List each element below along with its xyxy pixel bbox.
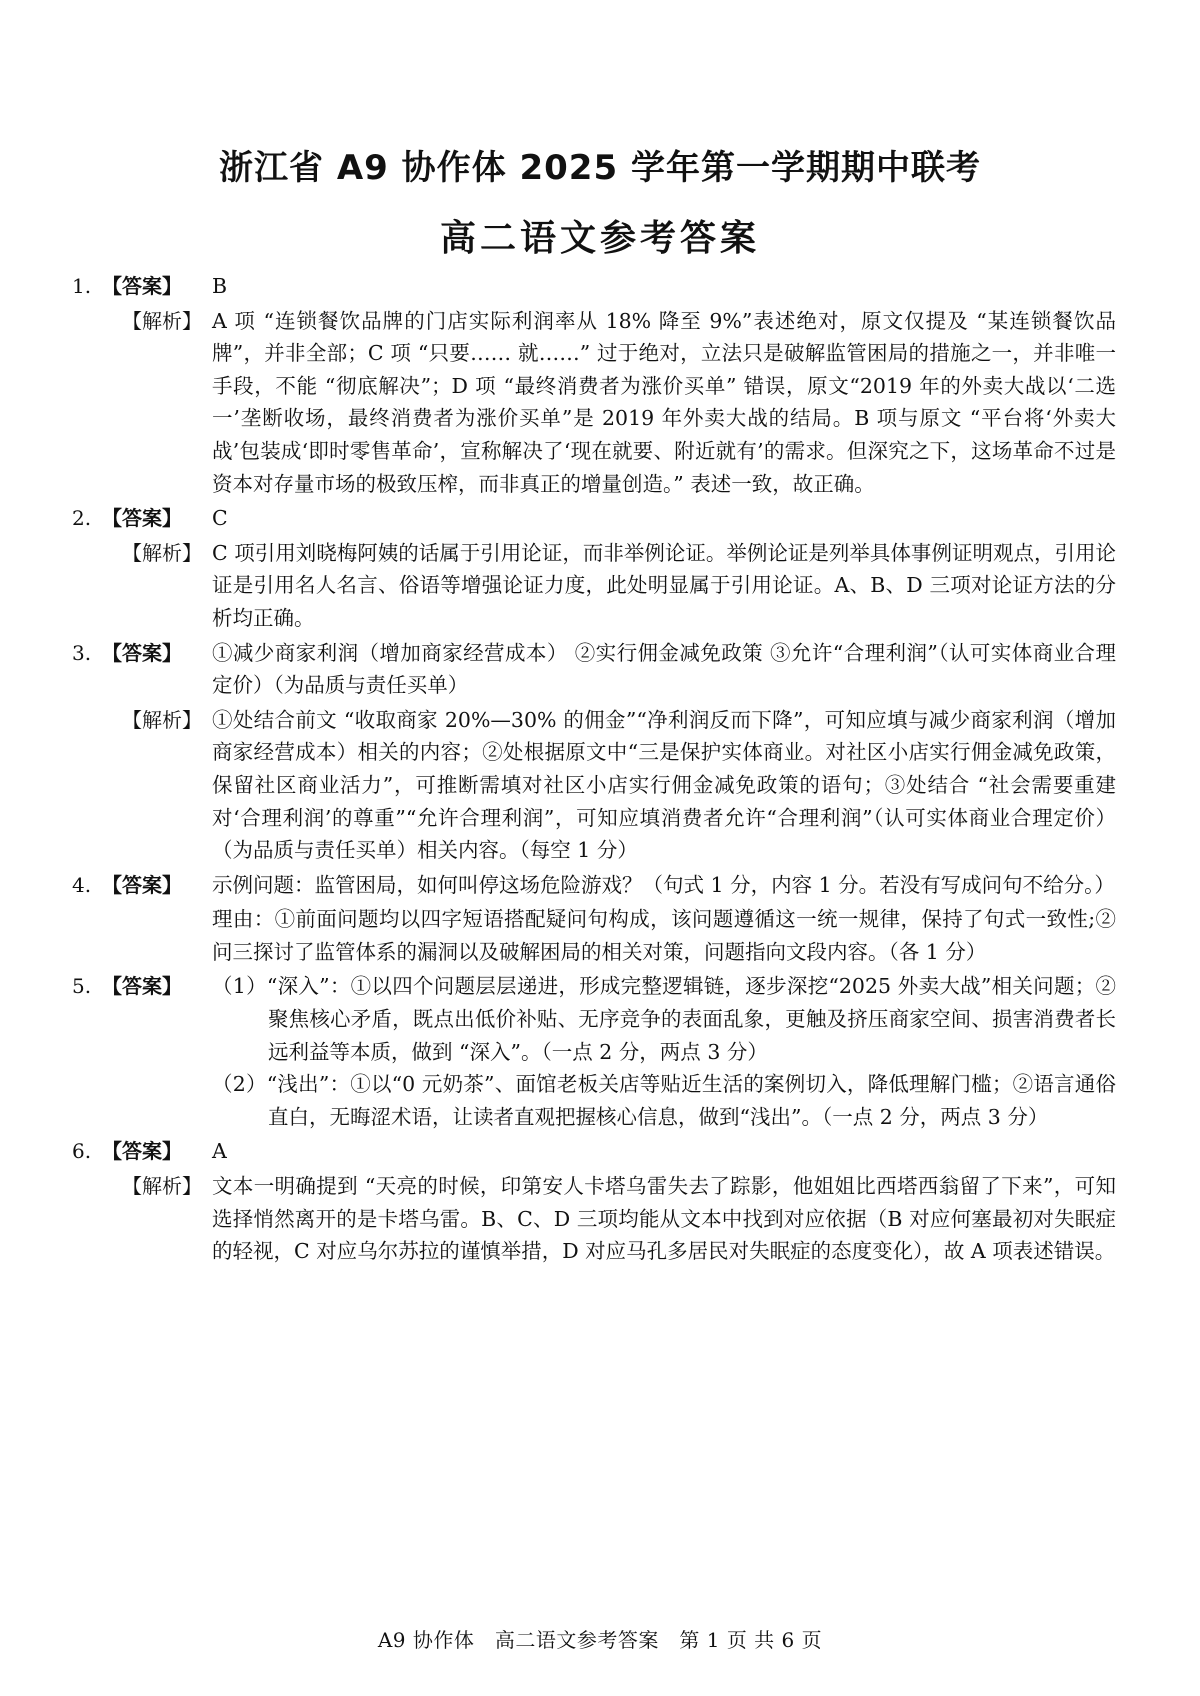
analysis-tag: 【解析】 [122, 1174, 202, 1199]
document-subtitle: 高二语文参考答案 [439, 218, 760, 259]
answer-tag: 【答案】 [102, 274, 182, 298]
exam-title: 浙江省 A9 协作体 2025 学年第一学期期中联考 [219, 148, 981, 188]
answer-part-2: （2）“浅出”：①以“0 元奶茶”、面馆老板关店等贴近生活的案例切入，降低理解门槛；②语言通俗直白，无晦涩术语，让读者直观把握核心信息，做到“浅出”。（一点 2 分，两点 3 分） [212, 1072, 1116, 1129]
answer-text: 示例问题：监管困局，如何叫停这场危险游戏？（句式 1 分，内容 1 分。若没有写成问句不给分。） [212, 872, 1115, 897]
answer-tag: 【答案】 [102, 506, 182, 531]
answer-tag: 【答案】 [102, 872, 182, 897]
question-item-2 [0, 502, 1200, 634]
answer-text: B [212, 274, 228, 298]
answer-list [0, 270, 1200, 1270]
question-item-3 [0, 637, 1200, 867]
question-number: 6. [72, 1139, 92, 1164]
question-item-5 [0, 970, 1200, 1133]
question-item-4 [0, 869, 1200, 969]
question-item-1 [0, 270, 1200, 500]
question-number: 3. [72, 640, 92, 665]
analysis-text: A 项 “连锁餐饮品牌的门店实际利润率从 18% 降至 9%”表述绝对，原文仅提及 “某连锁餐饮品牌”，并非全部；C 项 “只要…… 就……” 过于绝对，立法只是破解监管困局的措施之一，并非唯一手段，不能 “彻底解决”；D 项 “最终消费者为涨价买单” 错误，原文“2019 年的外卖大战以‘二选一’垄断收场，最终消费者为涨价买单”是 2019 年外卖大战的结局。B 项与原文 “平台将‘外卖大战’包装成‘即时零售革命’，宣称解决了‘现在就要、附近就有’的需求。但深究之下，这场革命不过是资本对存量市场的极致压榨，而非真正的增量创造。” 表述一致，故正确。 [212, 308, 1116, 496]
analysis-text: C 项引用刘晓梅阿姨的话属于引用论证，而非举例论证。举例论证是列举具体事例证明观点，引用论证是引用名人名言、俗语等增强论证力度，此处明显属于引用论证。A、B、D 三项对论证方法的分析均正确。 [212, 540, 1116, 630]
analysis-text: 文本一明确提到 “天亮的时候，印第安人卡塔乌雷失去了踪影，他姐姐比西塔西翁留了下来”，可知选择悄然离开的是卡塔乌雷。B、C、D 三项均能从文本中找到对应依据（B 对应何塞最初对失眠症的轻视，C 对应乌尔苏拉的谨慎举措，D 对应马孔多居民对失眠症的态度变化），故 A 项表述错误。 [212, 1174, 1116, 1264]
answer-text: ①减少商家利润（增加商家经营成本） ②实行佣金减免政策 ③允许“合理利润”（认可实体商业合理定价）（为品质与责任买单） [212, 640, 1116, 698]
analysis-tag: 【解析】 [122, 308, 202, 333]
question-number: 4. [72, 872, 92, 897]
answer-tag: 【答案】 [102, 974, 182, 999]
page-footer: A9 协作体 高二语文参考答案 第 1 页 共 6 页 [377, 1628, 823, 1652]
analysis-text: ①处结合前文 “收取商家 20%—30% 的佣金”“净利润反而下降”，可知应填与减少商家利润（增加商家经营成本）相关的内容；②处根据原文中“三是保护实体商业。对社区小店实行佣金减免政策，保留社区商业活力”，可推断需填对社区小店实行佣金减免政策的语句；③处结合 “社会需要重建对‘合理利润’的尊重”“允许合理利润”，可知应填消费者允许“合理利润”（认可实体商业合理定价）（为品质与责任买单）相关内容。（每空 1 分） [212, 707, 1116, 863]
answer-text: A [212, 1139, 227, 1164]
answer-tag: 【答案】 [102, 1139, 182, 1164]
question-number: 1. [72, 274, 92, 298]
question-number: 2. [72, 506, 92, 531]
question-item-6 [0, 1135, 1200, 1267]
reason-text: 理由：①前面问题均以四字短语搭配疑问句构成，该问题遵循这一统一规律，保持了句式一致性;②问三探讨了监管体系的漏洞以及破解困局的相关对策，问题指向文段内容。（各 1 分） [212, 907, 1116, 964]
answer-tag: 【答案】 [102, 640, 182, 665]
analysis-tag: 【解析】 [122, 540, 202, 565]
question-number: 5. [72, 974, 92, 999]
analysis-tag: 【解析】 [122, 707, 202, 732]
answer-part-1: （1）“深入”：①以四个问题层层递进，形成完整逻辑链，逐步深挖“2025 外卖大战”相关问题；②聚焦核心矛盾，既点出低价补贴、无序竞争的表面乱象，更触及挤压商家空间、损害消费者长远利益等本质，做到 “深入”。（一点 2 分，两点 3 分） [212, 974, 1116, 1064]
answer-text: C [212, 506, 228, 531]
